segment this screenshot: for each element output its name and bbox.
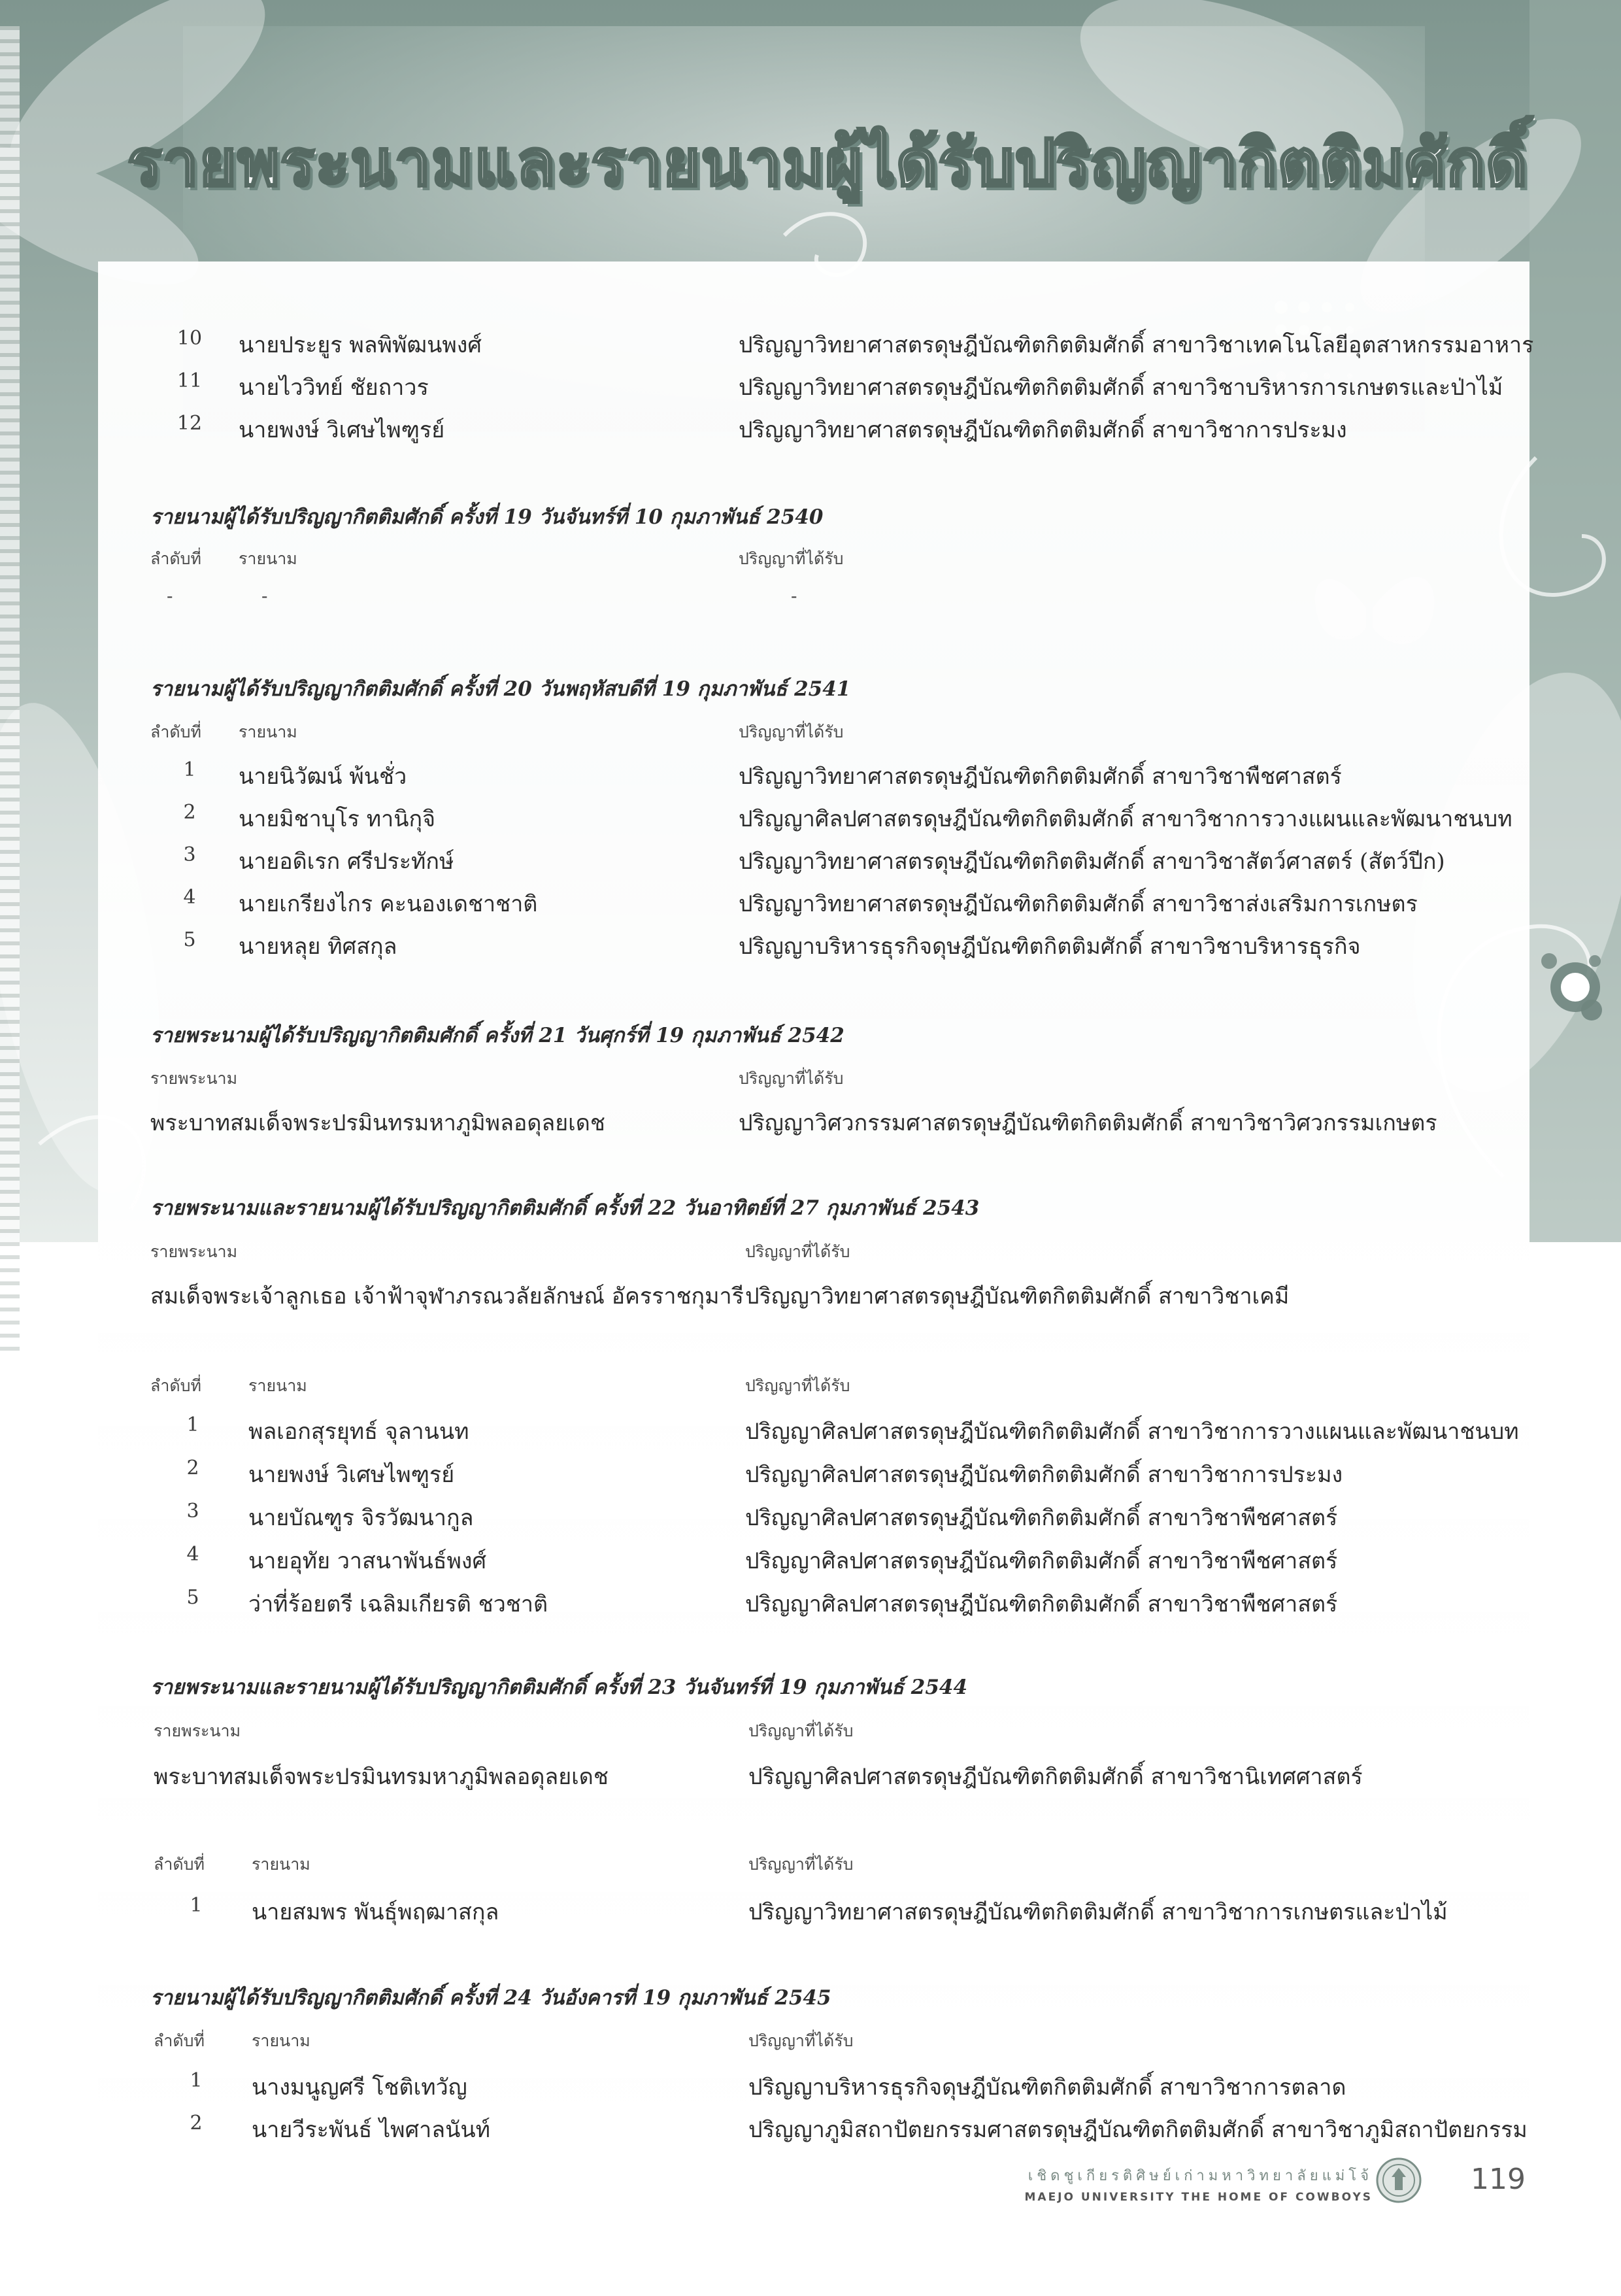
degree-text: ปริญญาศิลปศาสตรดุษฎีบัณฑิตกิตติมศักดิ์ สาขาวิชานิเทศศาสตร์ [748, 1764, 1363, 1790]
degree-header: ปริญญาที่ได้รับ [748, 2031, 854, 2050]
item-number: 3 [183, 843, 196, 866]
degree-header: ปริญญาที่ได้รับ [748, 1721, 854, 1740]
degree-text: ปริญญาวิศวกรรมศาสตรดุษฎีบัณฑิตกิตติมศักดิ์ สาขาวิชาวิศวกรรมเกษตร [739, 1110, 1437, 1136]
dash-mark: - [261, 585, 268, 607]
degree-text: ปริญญาศิลปศาสตรดุษฎีบัณฑิตกิตติมศักดิ์ สาขาวิชาพืชศาสตร์ [745, 1505, 1338, 1531]
degree-header: ปริญญาที่ได้รับ [739, 722, 844, 741]
royal-name: พระบาทสมเด็จพระปรมินทรมหาภูมิพลอดุลยเดช [150, 1110, 605, 1136]
item-number: 1 [190, 1894, 203, 1917]
order-header: ลำดับที่ [154, 1855, 205, 1874]
item-number: 5 [183, 928, 196, 951]
section-title-22: รายพระนามและรายนามผู้ได้รับปริญญากิตติมศักดิ์ ครั้งที่ 22 วันอาทิตย์ที่ 27 กุมภาพันธ์ 2543 [150, 1196, 980, 1220]
degree-text: ปริญญาวิทยาศาสตรดุษฎีบัณฑิตกิตติมศักดิ์ สาขาวิชาเคมี [745, 1283, 1290, 1309]
item-number: 5 [186, 1586, 199, 1609]
item-number: 10 [176, 327, 203, 350]
degree-text: ปริญญาภูมิสถาปัตยกรรมศาสตรดุษฎีบัณฑิตกิตติมศักดิ์ สาขาวิชาภูมิสถาปัตยกรรม [748, 2117, 1528, 2143]
degree-text: ปริญญาศิลปศาสตรดุษฎีบัณฑิตกิตติมศักดิ์ สาขาวิชาการประมง [745, 1462, 1343, 1488]
recipient-name: นายหลุย ทิศสกุล [239, 934, 397, 960]
order-header: ลำดับที่ [154, 2031, 205, 2050]
name-header: รายนาม [239, 722, 297, 741]
degree-header: ปริญญาที่ได้รับ [748, 1855, 854, 1874]
footer-branding [1007, 2164, 1373, 2204]
degree-text: ปริญญาบริหารธุรกิจดุษฎีบัณฑิตกิตติมศักดิ์ สาขาวิชาการตลาด [748, 2074, 1346, 2101]
royal-name-header: รายพระนาม [150, 1069, 238, 1088]
section-title-20: รายนามผู้ได้รับปริญญากิตติมศักดิ์ ครั้งที่ 20 วันพฤหัสบดีที่ 19 กุมภาพันธ์ 2541 [150, 677, 851, 701]
recipient-name: นายอดิเรก ศรีประทักษ์ [239, 849, 454, 875]
degree-text: ปริญญาศิลปศาสตรดุษฎีบัณฑิตกิตติมศักดิ์ สาขาวิชาการวางแผนและพัฒนาชนบท [745, 1419, 1519, 1445]
recipient-name: นายนิวัฒน์ พ้นชั่ว [239, 764, 407, 790]
recipient-name: ว่าที่ร้อยตรี เฉลิมเกียรติ ชวชาติ [248, 1591, 548, 1617]
royal-name: พระบาทสมเด็จพระปรมินทรมหาภูมิพลอดุลยเดช [154, 1764, 609, 1790]
recipient-name: นายพงษ์ วิเศษไพฑูรย์ [248, 1462, 455, 1488]
section-title-21: รายพระนามผู้ได้รับปริญญากิตติมศักดิ์ ครั้งที่ 21 วันศุกร์ที่ 19 กุมภาพันธ์ 2542 [150, 1024, 844, 1047]
recipient-name: นายวีระพันธ์ ไพศาลนันท์ [252, 2117, 491, 2143]
footer-thai-text: เชิดชูเกียรติศิษย์เก่ามหาวิทยาลัยแม่โจ้ [1028, 2168, 1373, 2184]
degree-text: ปริญญาวิทยาศาสตรดุษฎีบัณฑิตกิตติมศักดิ์ สาขาวิชาพืชศาสตร์ [739, 764, 1342, 790]
item-number: 4 [183, 886, 196, 909]
recipient-name: นายอุทัย วาสนาพันธ์พงศ์ [248, 1548, 487, 1574]
content-panel [98, 262, 1534, 2143]
item-number: 1 [183, 758, 196, 781]
recipient-name: นายมิชาบุโร ทานิกุจิ [239, 806, 436, 832]
item-number: 4 [186, 1543, 199, 1566]
item-number: 2 [186, 1457, 199, 1479]
item-number: 12 [176, 412, 203, 435]
item-number: 1 [190, 2069, 203, 2092]
name-header: รายนาม [252, 2031, 310, 2050]
order-header: ลำดับที่ [150, 722, 201, 741]
degree-text: ปริญญาวิทยาศาสตรดุษฎีบัณฑิตกิตติมศักดิ์ สาขาวิชาการเกษตรและป่าไม้ [748, 1899, 1448, 1925]
recipient-name: นายพงษ์ วิเศษไพฑูรย์ [239, 417, 445, 443]
item-number: 1 [186, 1413, 199, 1436]
recipient-name: นายเกรียงไกร คะนองเดชาชาติ [239, 891, 538, 917]
section-title-23: รายพระนามและรายนามผู้ได้รับปริญญากิตติมศักดิ์ ครั้งที่ 23 วันจันทร์ที่ 19 กุมภาพันธ์ 2544 [150, 1676, 968, 1699]
item-number: 2 [190, 2112, 203, 2135]
university-seal-icon [1376, 2157, 1422, 2203]
degree-text: ปริญญาวิทยาศาสตรดุษฎีบัณฑิตกิตติมศักดิ์ สาขาวิชาสัตว์ศาสตร์ (สัตว์ปีก) [739, 849, 1445, 875]
degree-header: ปริญญาที่ได้รับ [739, 549, 844, 568]
item-number: 11 [176, 369, 203, 392]
section-title-24: รายนามผู้ได้รับปริญญากิตติมศักดิ์ ครั้งที่ 24 วันอังคารที่ 19 กุมภาพันธ์ 2545 [150, 1986, 831, 2010]
dash-mark: - [791, 585, 797, 607]
royal-name-header: รายพระนาม [150, 1242, 238, 1261]
name-header: รายนาม [239, 549, 297, 568]
degree-text: ปริญญาศิลปศาสตรดุษฎีบัณฑิตกิตติมศักดิ์ สาขาวิชาพืชศาสตร์ [745, 1548, 1338, 1574]
degree-text: ปริญญาวิทยาศาสตรดุษฎีบัณฑิตกิตติมศักดิ์ สาขาวิชาการประมง [739, 417, 1347, 443]
item-number: 2 [183, 801, 196, 824]
degree-text: ปริญญาวิทยาศาสตรดุษฎีบัณฑิตกิตติมศักดิ์ สาขาวิชาเทคโนโลยีอุตสาหกรรมอาหาร [739, 332, 1534, 358]
recipient-name: นายสมพร พันธุ์พฤฒาสกุล [252, 1899, 499, 1925]
royal-name-header: รายพระนาม [154, 1721, 241, 1740]
item-number: 3 [186, 1500, 199, 1523]
degree-text: ปริญญาศิลปศาสตรดุษฎีบัณฑิตกิตติมศักดิ์ สาขาวิชาการวางแผนและพัฒนาชนบท [739, 806, 1512, 832]
binding-strip [0, 26, 20, 1360]
order-header: ลำดับที่ [150, 549, 201, 568]
name-header: รายนาม [248, 1376, 307, 1395]
order-header: ลำดับที่ [150, 1376, 201, 1395]
degree-header: ปริญญาที่ได้รับ [745, 1242, 850, 1261]
recipient-name: นายบัณฑูร จิรวัฒนากูล [248, 1505, 474, 1531]
section-title-19: รายนามผู้ได้รับปริญญากิตติมศักดิ์ ครั้งที่ 19 วันจันทร์ที่ 10 กุมภาพันธ์ 2540 [150, 505, 824, 529]
dash-mark: - [167, 585, 173, 607]
footer-english-text: MAEJO UNIVERSITY THE HOME OF COWBOYS [1024, 2191, 1373, 2204]
degree-text: ปริญญาวิทยาศาสตรดุษฎีบัณฑิตกิตติมศักดิ์ สาขาวิชาส่งเสริมการเกษตร [739, 891, 1418, 917]
recipient-name: พลเอกสุรยุทธ์ จุลานนท [248, 1419, 469, 1445]
royal-name: สมเด็จพระเจ้าลูกเธอ เจ้าฟ้าจุฬาภรณวลัยลักษณ์ อัครราชกุมารี [150, 1283, 744, 1309]
recipient-name: นางมนูญศรี โชติเทวัญ [252, 2074, 467, 2101]
degree-text: ปริญญาศิลปศาสตรดุษฎีบัณฑิตกิตติมศักดิ์ สาขาวิชาพืชศาสตร์ [745, 1591, 1338, 1617]
page-title: รายพระนามและรายนามผู้ได้รับปริญญากิตติมศักดิ์ [127, 126, 1528, 201]
recipient-name: นายประยูร พลพิพัฒนพงศ์ [239, 332, 482, 358]
degree-header: ปริญญาที่ได้รับ [745, 1376, 850, 1395]
page-number: 119 [1471, 2163, 1526, 2196]
degree-header: ปริญญาที่ได้รับ [739, 1069, 844, 1088]
name-header: รายนาม [252, 1855, 310, 1874]
recipient-name: นายไววิทย์ ชัยถาวร [239, 375, 429, 401]
degree-text: ปริญญาบริหารธุรกิจดุษฎีบัณฑิตกิตติมศักดิ์ สาขาวิชาบริหารธุรกิจ [739, 934, 1361, 960]
degree-text: ปริญญาวิทยาศาสตรดุษฎีบัณฑิตกิตติมศักดิ์ สาขาวิชาบริหารการเกษตรและป่าไม้ [739, 375, 1503, 401]
